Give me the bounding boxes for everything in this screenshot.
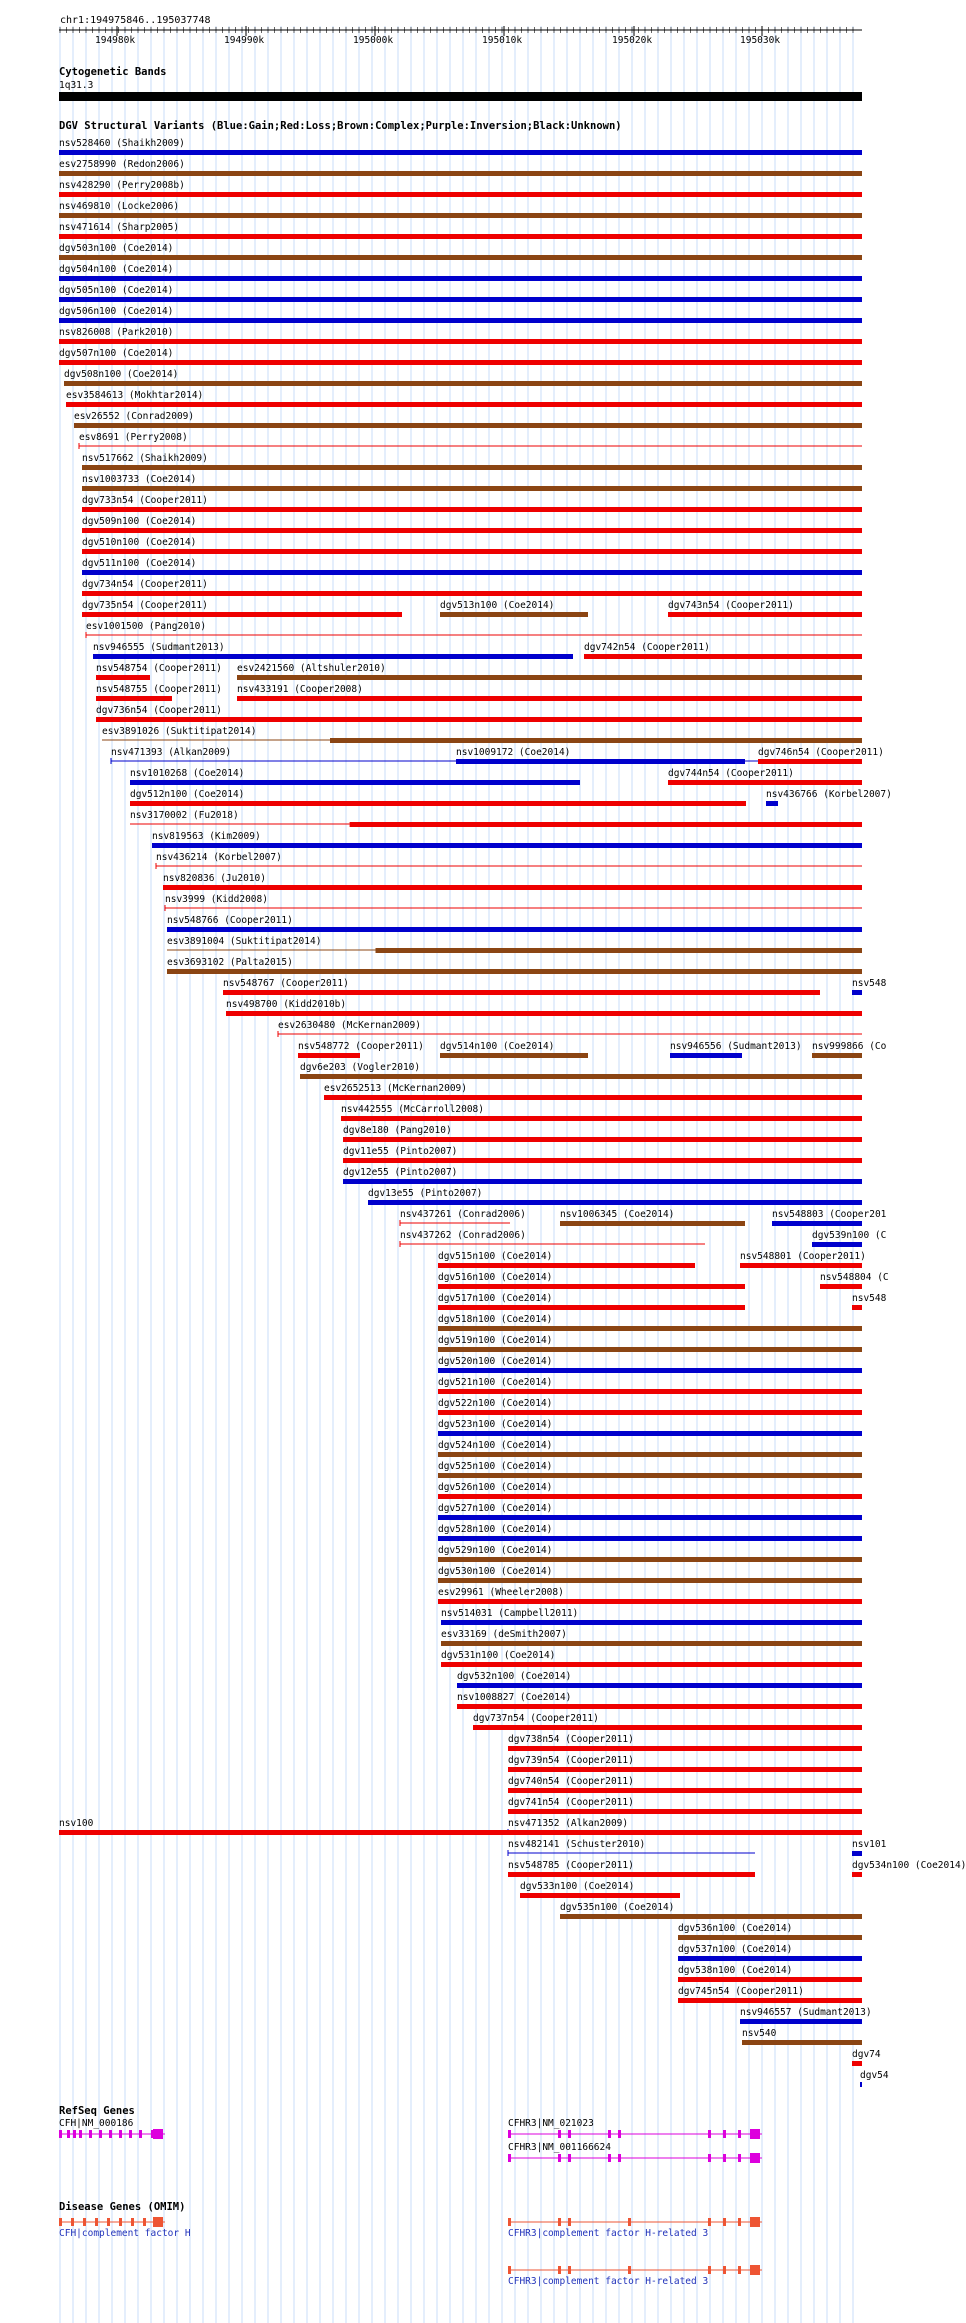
- sv-label: dgv538n100 (Coe2014): [678, 1965, 793, 1976]
- sv-label: dgv506n100 (Coe2014): [59, 306, 174, 317]
- sv-label: nsv471352 (Alkan2009): [508, 1818, 629, 1829]
- sv-label: nsv433191 (Cooper2008): [237, 684, 363, 695]
- sv-bar[interactable]: [66, 402, 862, 407]
- sv-bar[interactable]: [59, 150, 862, 155]
- sv-bar[interactable]: [508, 1809, 862, 1814]
- omim-exon: [738, 2218, 741, 2226]
- omim-exon: [508, 2266, 511, 2274]
- sv-bar[interactable]: [438, 1431, 862, 1436]
- sv-bar[interactable]: [438, 1410, 862, 1415]
- refseq-exon: [568, 2130, 571, 2138]
- sv-bar[interactable]: [766, 801, 778, 806]
- sv-label: esv2630480 (McKernan2009): [278, 1020, 421, 1031]
- refseq-exon: [99, 2130, 102, 2138]
- sv-bar[interactable]: [852, 1305, 862, 1310]
- sv-bar[interactable]: [740, 1263, 862, 1268]
- sv-label: dgv505n100 (Coe2014): [59, 285, 174, 296]
- sv-bar[interactable]: [226, 1011, 862, 1016]
- sv-label: dgv510n100 (Coe2014): [82, 537, 197, 548]
- ruler-tick-label: 195000k: [353, 35, 394, 46]
- sv-label: dgv516n100 (Coe2014): [438, 1272, 553, 1283]
- sv-label: esv29961 (Wheeler2008): [438, 1587, 564, 1598]
- sv-label: dgv507n100 (Coe2014): [59, 348, 174, 359]
- sv-label: nsv101: [852, 1839, 887, 1850]
- sv-label: nsv442555 (McCarroll2008): [341, 1104, 484, 1115]
- sv-bar[interactable]: [59, 297, 862, 302]
- refseq-exon: [109, 2130, 112, 2138]
- sv-bar[interactable]: [852, 1872, 862, 1877]
- sv-label: nsv436766 (Korbel2007): [766, 789, 892, 800]
- refseq-exon: [618, 2154, 621, 2162]
- sv-bar[interactable]: [508, 1767, 862, 1772]
- sv-label: dgv529n100 (Coe2014): [438, 1545, 553, 1556]
- sv-label: dgv520n100 (Coe2014): [438, 1356, 553, 1367]
- omim-gene-label: CFHR3|complement factor H-related 3: [508, 2228, 709, 2239]
- sv-bar[interactable]: [82, 486, 862, 491]
- sv-bar[interactable]: [457, 1704, 862, 1709]
- sv-label: dgv535n100 (Coe2014): [560, 1902, 675, 1913]
- sv-bar[interactable]: [758, 759, 862, 764]
- sv-label: nsv548785 (Cooper2011): [508, 1860, 634, 1871]
- sv-bar[interactable]: [167, 969, 862, 974]
- omim-exon: [59, 2218, 62, 2226]
- sv-bar[interactable]: [300, 1074, 862, 1079]
- sv-bar[interactable]: [441, 1641, 862, 1646]
- refseq-exon: [723, 2154, 726, 2162]
- sv-label: dgv533n100 (Coe2014): [520, 1881, 635, 1892]
- sv-bar[interactable]: [82, 528, 862, 533]
- sv-bar[interactable]: [152, 843, 862, 848]
- sv-label: nsv820836 (Ju2010): [163, 873, 266, 884]
- coordinates-label: chr1:194975846..195037748: [60, 15, 211, 26]
- ruler-tick-label: 194980k: [95, 35, 136, 46]
- sv-label: nsv1008827 (Coe2014): [457, 1692, 572, 1703]
- sv-label: esv3584613 (Mokhtar2014): [66, 390, 204, 401]
- sv-bar[interactable]: [59, 234, 862, 239]
- sv-bar[interactable]: [678, 1977, 862, 1982]
- sv-label: dgv738n54 (Cooper2011): [508, 1734, 634, 1745]
- sv-label: dgv734n54 (Cooper2011): [82, 579, 208, 590]
- refseq-section-title: RefSeq Genes: [59, 2105, 135, 2117]
- sv-bar[interactable]: [64, 381, 862, 386]
- sv-label: dgv6e203 (Vogler2010): [300, 1062, 421, 1073]
- sv-bar[interactable]: [163, 885, 862, 890]
- sv-bar[interactable]: [96, 675, 150, 680]
- sv-label: nsv100: [59, 1818, 94, 1829]
- sv-bar[interactable]: [59, 276, 862, 281]
- sv-label: dgv741n54 (Cooper2011): [508, 1797, 634, 1808]
- sv-bar[interactable]: [670, 1053, 742, 1058]
- sv-bar[interactable]: [93, 654, 573, 659]
- sv-label: dgv532n100 (Coe2014): [457, 1671, 572, 1682]
- omim-exon: [71, 2218, 74, 2226]
- refseq-utr-block: [153, 2129, 163, 2139]
- sv-label: esv2421560 (Altshuler2010): [237, 663, 386, 674]
- omim-gene-label: CFHR3|complement factor H-related 3: [508, 2276, 709, 2287]
- sv-bar[interactable]: [678, 1998, 862, 2003]
- sv-label: dgv511n100 (Coe2014): [82, 558, 197, 569]
- refseq-exon: [618, 2130, 621, 2138]
- sv-bar[interactable]: [82, 570, 862, 575]
- sv-label: dgv531n100 (Coe2014): [441, 1650, 556, 1661]
- omim-exon: [708, 2266, 711, 2274]
- sv-bar[interactable]: [438, 1536, 862, 1541]
- omim-exon: [95, 2218, 98, 2226]
- refseq-gene-label: CFHR3|NM_021023: [508, 2118, 594, 2129]
- sv-label: nsv548772 (Cooper2011): [298, 1041, 424, 1052]
- sv-bar[interactable]: [82, 507, 862, 512]
- omim-exon: [723, 2218, 726, 2226]
- sv-label: dgv526n100 (Coe2014): [438, 1482, 553, 1493]
- omim-exon: [131, 2218, 134, 2226]
- sv-bar[interactable]: [237, 696, 862, 701]
- sv-bar[interactable]: [457, 1683, 862, 1688]
- sv-bar[interactable]: [440, 1053, 588, 1058]
- sv-bar[interactable]: [59, 171, 862, 176]
- sv-label: esv3693102 (Palta2015): [167, 957, 293, 968]
- refseq-exon: [608, 2154, 611, 2162]
- refseq-exon: [119, 2130, 122, 2138]
- sv-bar[interactable]: [772, 1221, 862, 1226]
- omim-section-title: Disease Genes (OMIM): [59, 2201, 186, 2213]
- sv-label: dgv521n100 (Coe2014): [438, 1377, 553, 1388]
- sv-bar[interactable]: [343, 1179, 862, 1184]
- sv-bar[interactable]: [298, 1053, 360, 1058]
- ruler-tick-label: 195030k: [740, 35, 781, 46]
- sv-bar[interactable]: [438, 1368, 862, 1373]
- sv-bar[interactable]: [438, 1452, 862, 1457]
- omim-exon: [628, 2266, 631, 2274]
- sv-label: dgv13e55 (Pinto2007): [368, 1188, 483, 1199]
- refseq-exon: [508, 2154, 511, 2162]
- sv-bar[interactable]: [852, 2061, 862, 2066]
- omim-utr-block: [153, 2217, 163, 2227]
- sv-bar[interactable]: [350, 822, 862, 827]
- omim-exon: [558, 2218, 561, 2226]
- sv-label: nsv482141 (Schuster2010): [508, 1839, 646, 1850]
- sv-label: nsv826008 (Park2010): [59, 327, 174, 338]
- sv-bar[interactable]: [678, 1935, 862, 1940]
- sv-bar[interactable]: [560, 1221, 745, 1226]
- sv-bar[interactable]: [324, 1095, 862, 1100]
- sv-bar[interactable]: [520, 1893, 680, 1898]
- sv-label: nsv548801 (Cooper2011): [740, 1251, 866, 1262]
- sv-label: nsv469810 (Locke2006): [59, 201, 180, 212]
- refseq-exon: [129, 2130, 132, 2138]
- sv-bar[interactable]: [438, 1578, 862, 1583]
- sv-bar[interactable]: [668, 780, 862, 785]
- sv-bar[interactable]: [438, 1305, 745, 1310]
- sv-label: dgv534n100 (Coe2014): [852, 1860, 966, 1871]
- sv-label: dgv523n100 (Coe2014): [438, 1419, 553, 1430]
- sv-label: nsv428290 (Perry2008b): [59, 180, 185, 191]
- sv-bar[interactable]: [74, 423, 862, 428]
- sv-label: nsv548: [852, 1293, 887, 1304]
- omim-exon: [568, 2218, 571, 2226]
- cytoband-label: 1q31.3: [59, 80, 94, 91]
- sv-bar[interactable]: [59, 192, 862, 197]
- sv-bar[interactable]: [812, 1053, 862, 1058]
- sv-bar[interactable]: [96, 696, 172, 701]
- sv-label: nsv471393 (Alkan2009): [111, 747, 232, 758]
- omim-exon: [83, 2218, 86, 2226]
- sv-label: nsv548755 (Cooper2011): [96, 684, 222, 695]
- sv-bar[interactable]: [740, 2019, 862, 2024]
- omim-exon: [143, 2218, 146, 2226]
- refseq-exon: [59, 2130, 62, 2138]
- sv-label: dgv742n54 (Cooper2011): [584, 642, 710, 653]
- sv-label: dgv737n54 (Cooper2011): [473, 1713, 599, 1724]
- refseq-exon: [73, 2130, 76, 2138]
- sv-bar[interactable]: [438, 1557, 862, 1562]
- sv-label: nsv1006345 (Coe2014): [560, 1209, 675, 1220]
- sv-bar[interactable]: [368, 1200, 862, 1205]
- refseq-exon: [558, 2130, 561, 2138]
- refseq-exon: [723, 2130, 726, 2138]
- omim-exon: [107, 2218, 110, 2226]
- sv-bar[interactable]: [330, 738, 862, 743]
- sv-bar[interactable]: [441, 1620, 862, 1625]
- sv-label: dgv515n100 (Coe2014): [438, 1251, 553, 1262]
- omim-exon: [508, 2218, 511, 2226]
- sv-bar[interactable]: [438, 1599, 862, 1604]
- omim-exon: [628, 2218, 631, 2226]
- sv-bar[interactable]: [82, 549, 862, 554]
- sv-bar[interactable]: [237, 675, 862, 680]
- sv-label: dgv522n100 (Coe2014): [438, 1398, 553, 1409]
- sv-label: dgv504n100 (Coe2014): [59, 264, 174, 275]
- sv-bar[interactable]: [130, 780, 580, 785]
- sv-bar[interactable]: [742, 2040, 862, 2045]
- refseq-utr-block: [750, 2129, 760, 2139]
- sv-label: dgv512n100 (Coe2014): [130, 789, 245, 800]
- refseq-exon: [558, 2154, 561, 2162]
- sv-bar[interactable]: [812, 1242, 862, 1247]
- refseq-exon: [139, 2130, 142, 2138]
- sv-bar[interactable]: [820, 1284, 862, 1289]
- sv-label: nsv437261 (Conrad2006): [400, 1209, 526, 1220]
- sv-bar[interactable]: [438, 1494, 862, 1499]
- sv-label: nsv946556 (Sudmant2013): [670, 1041, 802, 1052]
- sv-label: dgv8e180 (Pang2010): [343, 1125, 452, 1136]
- sv-bar[interactable]: [508, 1872, 755, 1877]
- sv-label: esv33169 (deSmith2007): [441, 1629, 567, 1640]
- sv-label: dgv740n54 (Cooper2011): [508, 1776, 634, 1787]
- sv-bar[interactable]: [852, 990, 862, 995]
- sv-label: nsv548803 (Cooper201: [772, 1209, 887, 1220]
- sv-bar[interactable]: [438, 1326, 862, 1331]
- sv-label: dgv539n100 (C: [812, 1230, 887, 1241]
- sv-bar[interactable]: [438, 1347, 862, 1352]
- sv-bar[interactable]: [82, 612, 402, 617]
- refseq-gene-label: CFH|NM_000186: [59, 2118, 134, 2129]
- sv-label: dgv503n100 (Coe2014): [59, 243, 174, 254]
- sv-bar[interactable]: [82, 591, 862, 596]
- sv-label: dgv536n100 (Coe2014): [678, 1923, 793, 1934]
- sv-bar[interactable]: [678, 1956, 862, 1961]
- refseq-exon: [508, 2130, 511, 2138]
- sv-label: nsv1010268 (Coe2014): [130, 768, 245, 779]
- sv-bar[interactable]: [223, 990, 820, 995]
- sv-bar[interactable]: [59, 360, 862, 365]
- sv-label: dgv746n54 (Cooper2011): [758, 747, 884, 758]
- refseq-exon: [79, 2130, 82, 2138]
- sv-label: dgv743n54 (Cooper2011): [668, 600, 794, 611]
- sv-bar[interactable]: [96, 717, 862, 722]
- sv-label: dgv733n54 (Cooper2011): [82, 495, 208, 506]
- sv-bar[interactable]: [59, 255, 862, 260]
- sv-label: esv1001500 (Pang2010): [86, 621, 207, 632]
- refseq-exon: [67, 2130, 70, 2138]
- sv-label: nsv548766 (Cooper2011): [167, 915, 293, 926]
- sv-label: nsv528460 (Shaikh2009): [59, 138, 185, 149]
- cytoband-bar: [59, 92, 862, 101]
- omim-gene-label: CFH|complement factor H: [59, 2228, 191, 2239]
- sv-bar[interactable]: [59, 318, 862, 323]
- sv-label: dgv736n54 (Cooper2011): [96, 705, 222, 716]
- omim-exon: [738, 2266, 741, 2274]
- omim-exon: [708, 2218, 711, 2226]
- sv-bar[interactable]: [508, 1746, 862, 1751]
- sv-bar[interactable]: [438, 1284, 745, 1289]
- sv-bar[interactable]: [82, 465, 862, 470]
- sv-label: nsv436214 (Korbel2007): [156, 852, 282, 863]
- sv-bar[interactable]: [584, 654, 862, 659]
- sv-label: dgv54: [860, 2070, 889, 2081]
- sv-bar[interactable]: [438, 1515, 862, 1520]
- sv-bar[interactable]: [59, 1830, 862, 1835]
- refseq-gene-label: CFHR3|NM_001166624: [508, 2142, 611, 2153]
- ruler-tick-label: 195020k: [612, 35, 653, 46]
- sv-label: nsv548804 (C: [820, 1272, 889, 1283]
- sv-label: dgv519n100 (Coe2014): [438, 1335, 553, 1346]
- sv-label: dgv517n100 (Coe2014): [438, 1293, 553, 1304]
- sv-label: dgv513n100 (Coe2014): [440, 600, 555, 611]
- ruler-tick-label: 194990k: [224, 35, 265, 46]
- sv-label: dgv537n100 (Coe2014): [678, 1944, 793, 1955]
- sv-label: nsv548767 (Cooper2011): [223, 978, 349, 989]
- sv-label: nsv946555 (Sudmant2013): [93, 642, 225, 653]
- sv-label: dgv527n100 (Coe2014): [438, 1503, 553, 1514]
- refseq-exon: [708, 2154, 711, 2162]
- sv-label: nsv540: [742, 2028, 777, 2039]
- sv-bar[interactable]: [343, 1137, 862, 1142]
- sv-label: dgv735n54 (Cooper2011): [82, 600, 208, 611]
- sv-label: dgv744n54 (Cooper2011): [668, 768, 794, 779]
- sv-bar[interactable]: [860, 2082, 862, 2087]
- sv-label: dgv12e55 (Pinto2007): [343, 1167, 458, 1178]
- sv-label: nsv3170002 (Fu2018): [130, 810, 239, 821]
- sv-label: esv3891026 (Suktitipat2014): [102, 726, 257, 737]
- ruler-tick-label: 195010k: [482, 35, 523, 46]
- sv-bar[interactable]: [438, 1263, 695, 1268]
- omim-exon: [558, 2266, 561, 2274]
- sv-label: nsv471614 (Sharp2005): [59, 222, 180, 233]
- omim-utr-block: [750, 2217, 760, 2227]
- sv-label: nsv548754 (Cooper2011): [96, 663, 222, 674]
- dgv-section-title: DGV Structural Variants (Blue:Gain;Red:Loss;Brown:Complex;Purple:Inversion;Black:Unknown): [59, 120, 622, 132]
- sv-label: dgv518n100 (Coe2014): [438, 1314, 553, 1325]
- sv-label: dgv514n100 (Coe2014): [440, 1041, 555, 1052]
- cytoband-section-title: Cytogenetic Bands: [59, 66, 167, 78]
- refseq-exon: [738, 2130, 741, 2138]
- omim-utr-block: [750, 2265, 760, 2275]
- sv-label: nsv514031 (Campbell2011): [441, 1608, 579, 1619]
- sv-bar[interactable]: [341, 1116, 862, 1121]
- sv-label: esv2758990 (Redon2006): [59, 159, 185, 170]
- sv-label: nsv517662 (Shaikh2009): [82, 453, 208, 464]
- sv-label: esv3891004 (Suktitipat2014): [167, 936, 322, 947]
- sv-label: esv2652513 (McKernan2009): [324, 1083, 467, 1094]
- sv-label: nsv1003733 (Coe2014): [82, 474, 197, 485]
- refseq-exon: [738, 2154, 741, 2162]
- sv-bar[interactable]: [59, 339, 862, 344]
- sv-bar[interactable]: [130, 801, 746, 806]
- sv-bar[interactable]: [560, 1914, 862, 1919]
- sv-bar[interactable]: [59, 213, 862, 218]
- sv-bar[interactable]: [440, 612, 588, 617]
- sv-label: esv8691 (Perry2008): [79, 432, 188, 443]
- sv-bar[interactable]: [456, 759, 745, 764]
- refseq-exon: [568, 2154, 571, 2162]
- omim-exon: [119, 2218, 122, 2226]
- sv-label: dgv11e55 (Pinto2007): [343, 1146, 458, 1157]
- sv-bar[interactable]: [167, 927, 862, 932]
- sv-label: dgv524n100 (Coe2014): [438, 1440, 553, 1451]
- refseq-utr-block: [750, 2153, 760, 2163]
- sv-label: nsv437262 (Conrad2006): [400, 1230, 526, 1241]
- sv-label: dgv509n100 (Coe2014): [82, 516, 197, 527]
- sv-label: dgv745n54 (Cooper2011): [678, 1986, 804, 1997]
- refseq-exon: [608, 2130, 611, 2138]
- sv-label: dgv508n100 (Coe2014): [64, 369, 179, 380]
- sv-label: nsv946557 (Sudmant2013): [740, 2007, 872, 2018]
- sv-label: dgv525n100 (Coe2014): [438, 1461, 553, 1472]
- sv-bar[interactable]: [343, 1158, 862, 1163]
- sv-label: nsv819563 (Kim2009): [152, 831, 261, 842]
- omim-exon: [723, 2266, 726, 2274]
- sv-bar[interactable]: [438, 1473, 862, 1478]
- sv-label: dgv530n100 (Coe2014): [438, 1566, 553, 1577]
- sv-label: nsv498700 (Kidd2010b): [226, 999, 347, 1010]
- sv-bar[interactable]: [852, 1851, 862, 1856]
- sv-bar[interactable]: [473, 1725, 862, 1730]
- sv-bar[interactable]: [376, 948, 863, 953]
- sv-label: dgv528n100 (Coe2014): [438, 1524, 553, 1535]
- sv-label: esv26552 (Conrad2009): [74, 411, 195, 422]
- sv-label: dgv74: [852, 2049, 881, 2060]
- omim-exon: [568, 2266, 571, 2274]
- refseq-exon: [89, 2130, 92, 2138]
- sv-bar[interactable]: [668, 612, 862, 617]
- sv-label: nsv548: [852, 978, 887, 989]
- sv-bar[interactable]: [441, 1662, 862, 1667]
- sv-label: dgv739n54 (Cooper2011): [508, 1755, 634, 1766]
- sv-label: nsv999866 (Co: [812, 1041, 887, 1052]
- sv-bar[interactable]: [508, 1788, 862, 1793]
- sv-label: nsv1009172 (Coe2014): [456, 747, 571, 758]
- sv-bar[interactable]: [438, 1389, 862, 1394]
- refseq-exon: [708, 2130, 711, 2138]
- sv-label: nsv3999 (Kidd2008): [165, 894, 268, 905]
